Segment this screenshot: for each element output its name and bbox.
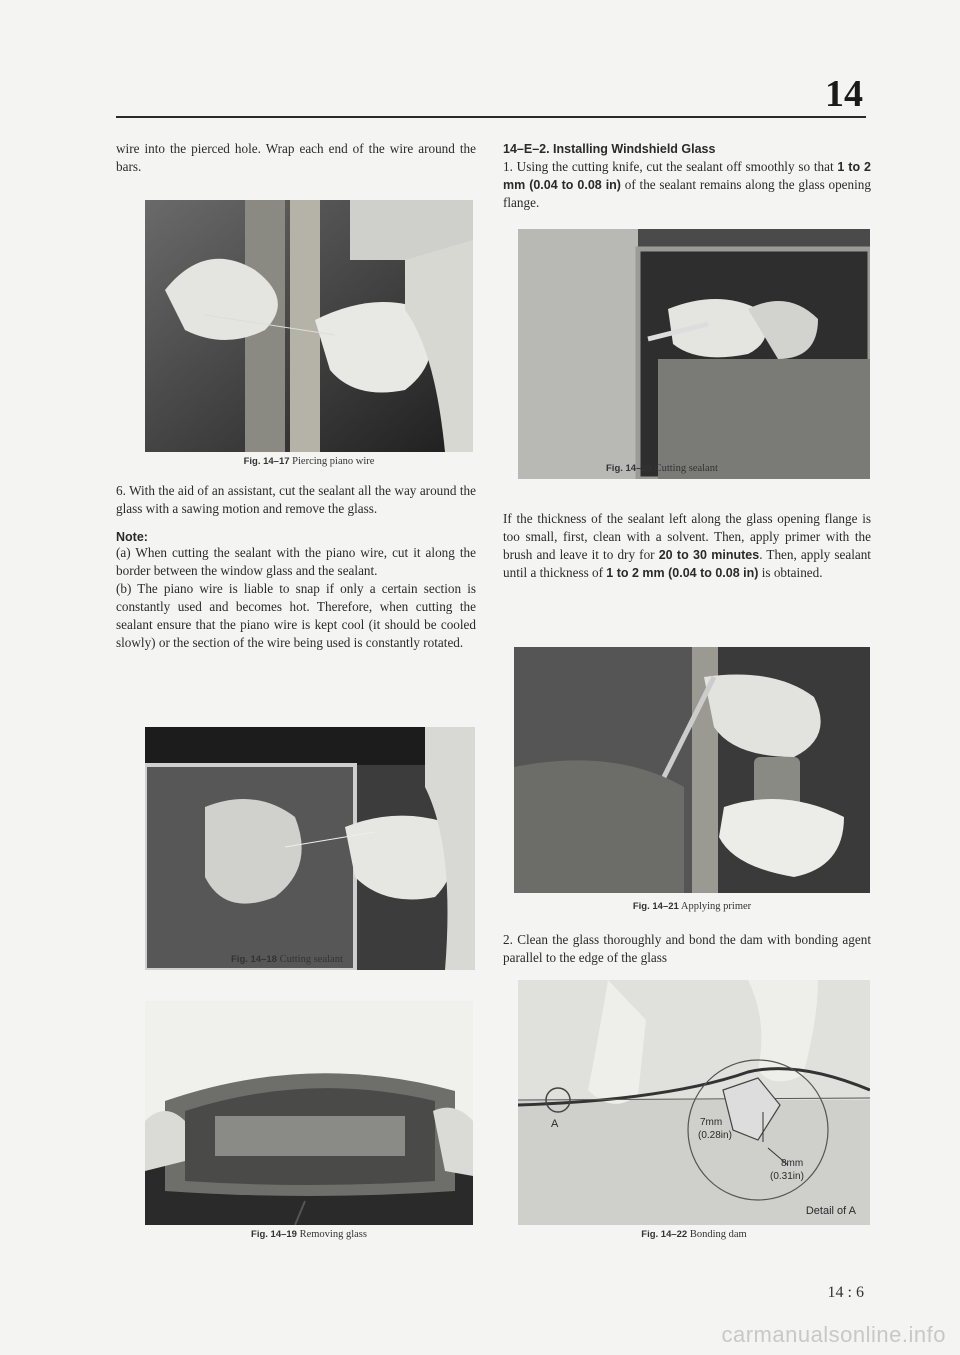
photo-applying-primer [514,647,870,893]
note-a-text: (a) When cutting the sealant with the piano wire, cut it along the border between the window glass and the sealant. [116,545,476,578]
chapter-number: 14 [825,73,863,115]
fig-title: Removing glass [299,1229,367,1240]
figure-14-20 [518,229,870,474]
fig-number: Fig. 14–20 [606,463,652,474]
header-rule [116,116,866,118]
primer-dry-time: 20 to 30 minutes [658,548,760,562]
figure-14-19 [145,1001,473,1240]
primer-part-e: is obtained. [758,565,823,580]
figure-14-18 [145,727,475,965]
dim-2-in: (0.31in) [770,1171,804,1182]
fig-number: Fig. 14–19 [251,1229,297,1240]
photo-cutting-sealant-right [518,229,870,479]
fig-title: Cutting sealant [654,463,718,474]
label-a: A [551,1118,559,1130]
fig-title: Bonding dam [689,1229,747,1240]
page-number: 14 : 6 [827,1284,864,1301]
right-column [503,140,871,212]
caption-14-22 [518,1229,870,1240]
fig-number: Fig. 14–21 [632,901,679,912]
step-1-part-c: of the sealant remains along the glass opening flange. [503,177,871,210]
primer-paragraph [503,510,871,582]
figure-14-17 [145,200,473,467]
right-column-primer [503,510,871,582]
watermark: carmanualsonline.info [721,1322,946,1347]
left-column [116,140,476,176]
dim-1-mm: 7mm [700,1117,723,1128]
fig-title: Piercing piano wire [292,456,375,467]
figure-14-21 [514,647,870,912]
detail-label: Detail of A [805,1205,856,1217]
photo-piercing-piano-wire [145,200,473,452]
step-1-text [503,158,871,212]
caption-14-18 [145,954,475,965]
photo-cutting-sealant-left [145,727,475,970]
primer-part-c: . Then, apply sealant until a thickness of [503,547,871,580]
section-heading: 14–E–2. Installing Windshield Glass [503,142,716,156]
caption-14-21 [514,901,870,912]
dim-2-mm: 8mm [781,1158,804,1169]
step-1-part-a: 1. Using the cutting knife, cut the sealant off smoothly so that [503,159,838,174]
note-label: Note: [116,530,148,544]
caption-14-19 [145,1229,473,1240]
fig-number: Fig. 14–17 [243,456,290,467]
left-column-steps [116,482,476,652]
note-b-text: (b) The piano wire is liable to snap if only a certain section is constantly used and becomes hot. Therefore, when cutting the sealant ensure that the piano wire is kept cool (it should be cooled slowly) or the section of the wire being used is constantly rotated. [116,581,476,650]
step-2-text: 2. Clean the glass thoroughly and bond the dam with bonding agent parallel to the edge of the glass [503,932,871,965]
caption-14-17 [145,456,473,467]
intro-text: wire into the pierced hole. Wrap each end of the wire around the bars. [116,141,476,174]
caption-14-20 [518,463,870,474]
step-1-spec: 1 to 2 mm (0.04 to 0.08 in) [503,160,871,192]
dim-1-in: (0.28in) [698,1130,732,1141]
fig-title: Applying primer [680,901,752,912]
photo-removing-glass [145,1001,473,1225]
fig-number: Fig. 14–22 [641,1229,688,1240]
fig-title: Cutting sealant [279,954,343,965]
diagram-bonding-dam [518,980,870,1225]
figure-14-22 [518,980,870,1240]
right-column-step2 [503,931,871,967]
fig-number: Fig. 14–18 [231,954,277,965]
primer-part-a: If the thickness of the sealant left along the glass opening flange is too small, first, clean with a solvent. Then, apply primer with the brush and leave it to dry for [503,511,871,562]
primer-thickness: 1 to 2 mm (0.04 to 0.08 in) [606,566,759,580]
step-6-text: 6. With the aid of an assistant, cut the sealant all the way around the glass with a sawing motion and remove the glass. [116,483,476,516]
